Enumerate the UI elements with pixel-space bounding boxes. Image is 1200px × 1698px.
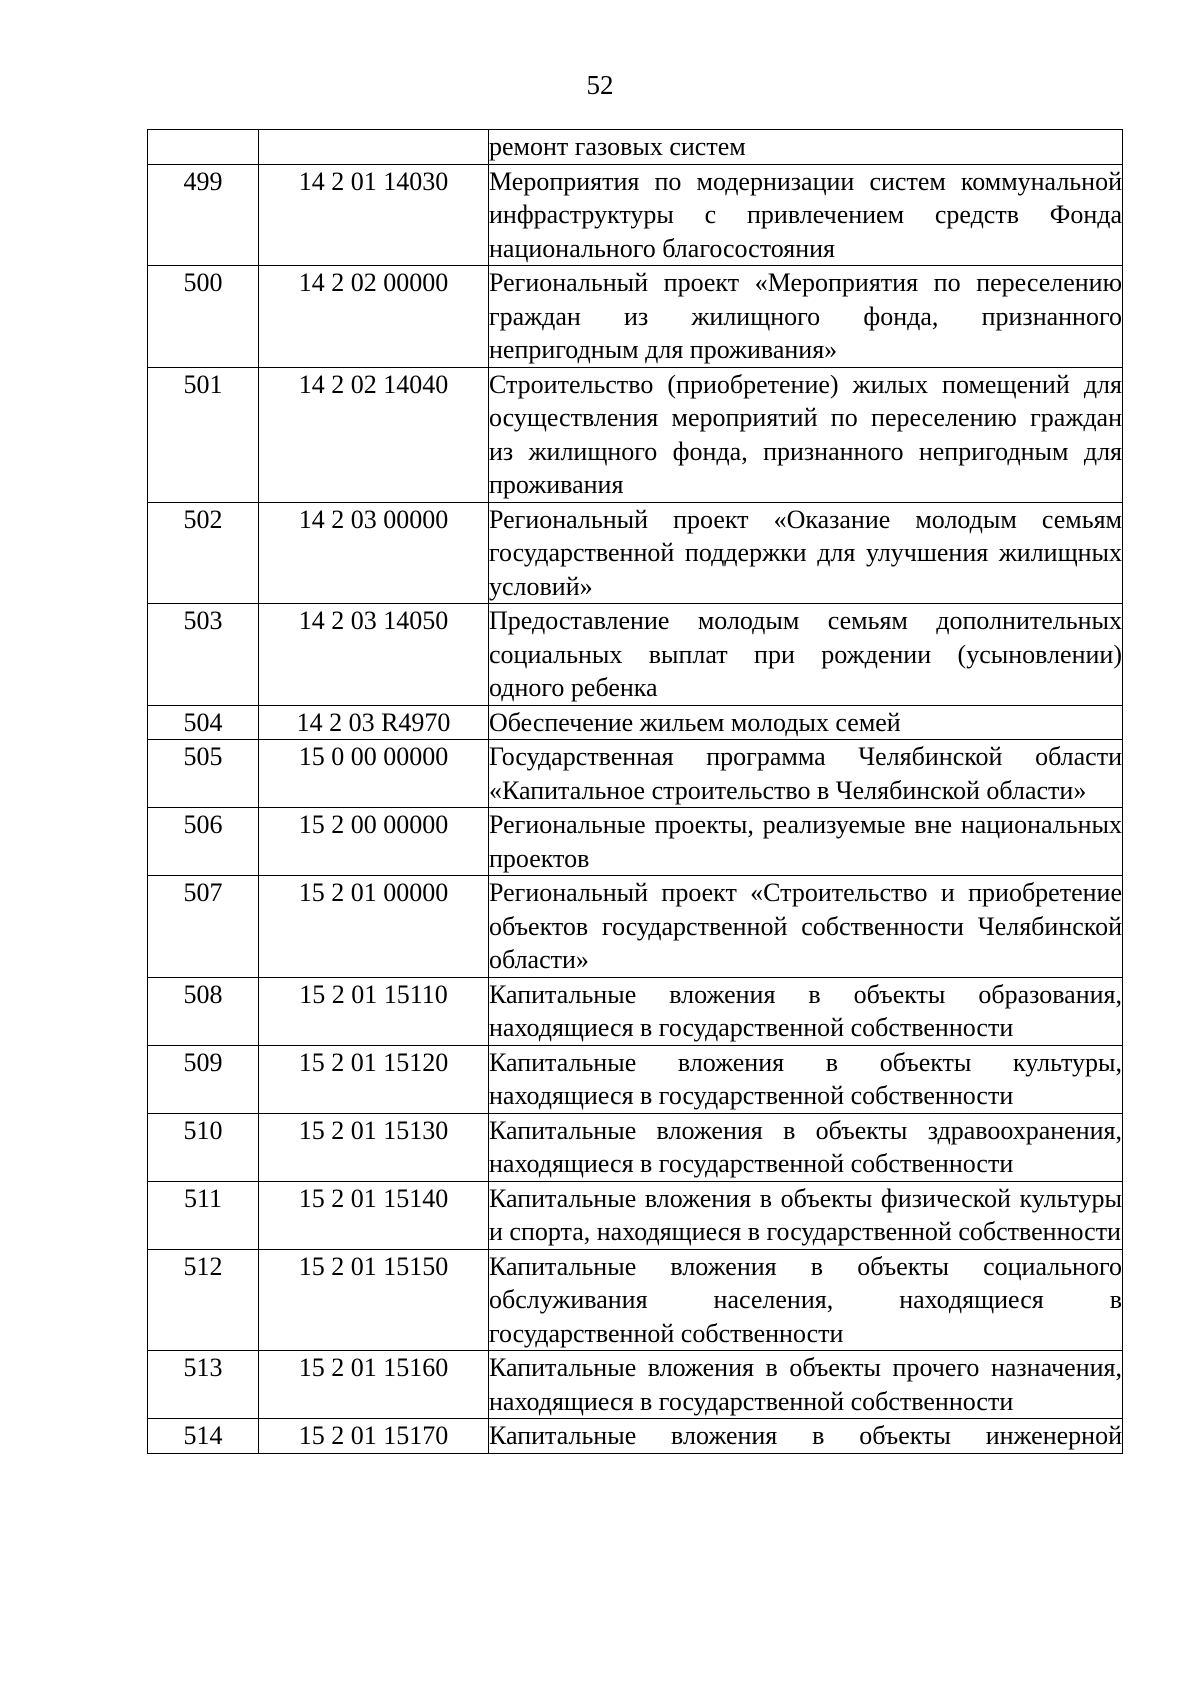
row-number-cell: 502 <box>148 502 259 604</box>
row-number-cell: 507 <box>148 876 259 978</box>
description-cell: Государственная программа Челябинской области «Капитальное строительство в Челябинской области» <box>489 740 1123 808</box>
table-row <box>148 740 1123 808</box>
classification-code-cell: 15 2 01 15140 <box>259 1181 489 1249</box>
table-row <box>148 705 1123 740</box>
classification-code-cell: 14 2 03 R4970 <box>259 705 489 740</box>
classification-code-cell: 15 0 00 00000 <box>259 740 489 808</box>
table-row <box>148 1249 1123 1351</box>
description-cell: Предоставление молодым семьям дополнительных социальных выплат при рождении (усыновлении) одного ребенка <box>489 604 1123 706</box>
table-row <box>148 1181 1123 1249</box>
row-number-cell: 514 <box>148 1419 259 1454</box>
classification-code-cell: 15 2 01 15160 <box>259 1351 489 1419</box>
description-cell: Региональный проект «Мероприятия по переселению граждан из жилищного фонда, признанного непригодным для проживания» <box>489 266 1123 368</box>
table-body <box>148 130 1123 1454</box>
description-cell: Мероприятия по модернизации систем коммунальной инфраструктуры с привлечением средств Фонда национального благосостояния <box>489 164 1123 266</box>
classification-code-cell: 15 2 01 15170 <box>259 1419 489 1454</box>
description-cell: Капитальные вложения в объекты физической культуры и спорта, находящиеся в государственной собственности <box>489 1181 1123 1249</box>
row-number-cell: 513 <box>148 1351 259 1419</box>
classification-code-cell: 14 2 03 14050 <box>259 604 489 706</box>
table-row <box>148 604 1123 706</box>
row-number-cell: 503 <box>148 604 259 706</box>
description-cell: Капитальные вложения в объекты здравоохранения, находящиеся в государственной собственности <box>489 1113 1123 1181</box>
row-number-cell: 501 <box>148 367 259 502</box>
description-cell: Капитальные вложения в объекты прочего назначения, находящиеся в государственной собственности <box>489 1351 1123 1419</box>
description-cell: Капитальные вложения в объекты культуры, находящиеся в государственной собственности <box>489 1045 1123 1113</box>
table-row <box>148 977 1123 1045</box>
table-row <box>148 1113 1123 1181</box>
row-number-cell: 508 <box>148 977 259 1045</box>
description-cell: Капитальные вложения в объекты образования, находящиеся в государственной собственности <box>489 977 1123 1045</box>
row-number-cell: 506 <box>148 808 259 876</box>
row-number-cell: 509 <box>148 1045 259 1113</box>
classification-code-cell: 14 2 02 00000 <box>259 266 489 368</box>
classification-code-cell: 14 2 01 14030 <box>259 164 489 266</box>
row-number-cell: 510 <box>148 1113 259 1181</box>
description-cell: Строительство (приобретение) жилых помещений для осуществления мероприятий по переселению граждан из жилищного фонда, признанного непригодным для проживания <box>489 367 1123 502</box>
table-row <box>148 1045 1123 1113</box>
classification-code-cell: 15 2 01 15110 <box>259 977 489 1045</box>
budget-classification-table <box>147 129 1123 1454</box>
table-row <box>148 1419 1123 1454</box>
row-number-cell: 505 <box>148 740 259 808</box>
description-cell: Капитальные вложения в объекты социального обслуживания населения, находящиеся в государственной собственности <box>489 1249 1123 1351</box>
table-row <box>148 367 1123 502</box>
table-row <box>148 808 1123 876</box>
classification-code-cell: 15 2 01 00000 <box>259 876 489 978</box>
row-number-cell: 512 <box>148 1249 259 1351</box>
classification-code-cell: 15 2 00 00000 <box>259 808 489 876</box>
classification-code-cell: 14 2 02 14040 <box>259 367 489 502</box>
table-row <box>148 1351 1123 1419</box>
classification-code-cell: 15 2 01 15130 <box>259 1113 489 1181</box>
table-row <box>148 876 1123 978</box>
description-cell: Капитальные вложения в объекты инженерной <box>489 1419 1123 1454</box>
row-number-cell: 499 <box>148 164 259 266</box>
description-cell: Региональный проект «Строительство и приобретение объектов государственной собственности Челябинской области» <box>489 876 1123 978</box>
row-number-cell: 511 <box>148 1181 259 1249</box>
table-row <box>148 164 1123 266</box>
classification-code-cell: 14 2 03 00000 <box>259 502 489 604</box>
classification-code-cell <box>259 130 489 165</box>
row-number-cell: 504 <box>148 705 259 740</box>
classification-code-cell: 15 2 01 15120 <box>259 1045 489 1113</box>
page-number: 52 <box>586 70 614 100</box>
description-cell: Региональные проекты, реализуемые вне национальных проектов <box>489 808 1123 876</box>
description-cell: Региональный проект «Оказание молодым семьям государственной поддержки для улучшения жилищных условий» <box>489 502 1123 604</box>
row-number-cell: 500 <box>148 266 259 368</box>
classification-code-cell: 15 2 01 15150 <box>259 1249 489 1351</box>
table-row <box>148 502 1123 604</box>
description-cell: Обеспечение жильем молодых семей <box>489 705 1123 740</box>
description-cell: ремонт газовых систем <box>489 130 1123 165</box>
table-row <box>148 266 1123 368</box>
row-number-cell <box>148 130 259 165</box>
table-row <box>148 130 1123 165</box>
